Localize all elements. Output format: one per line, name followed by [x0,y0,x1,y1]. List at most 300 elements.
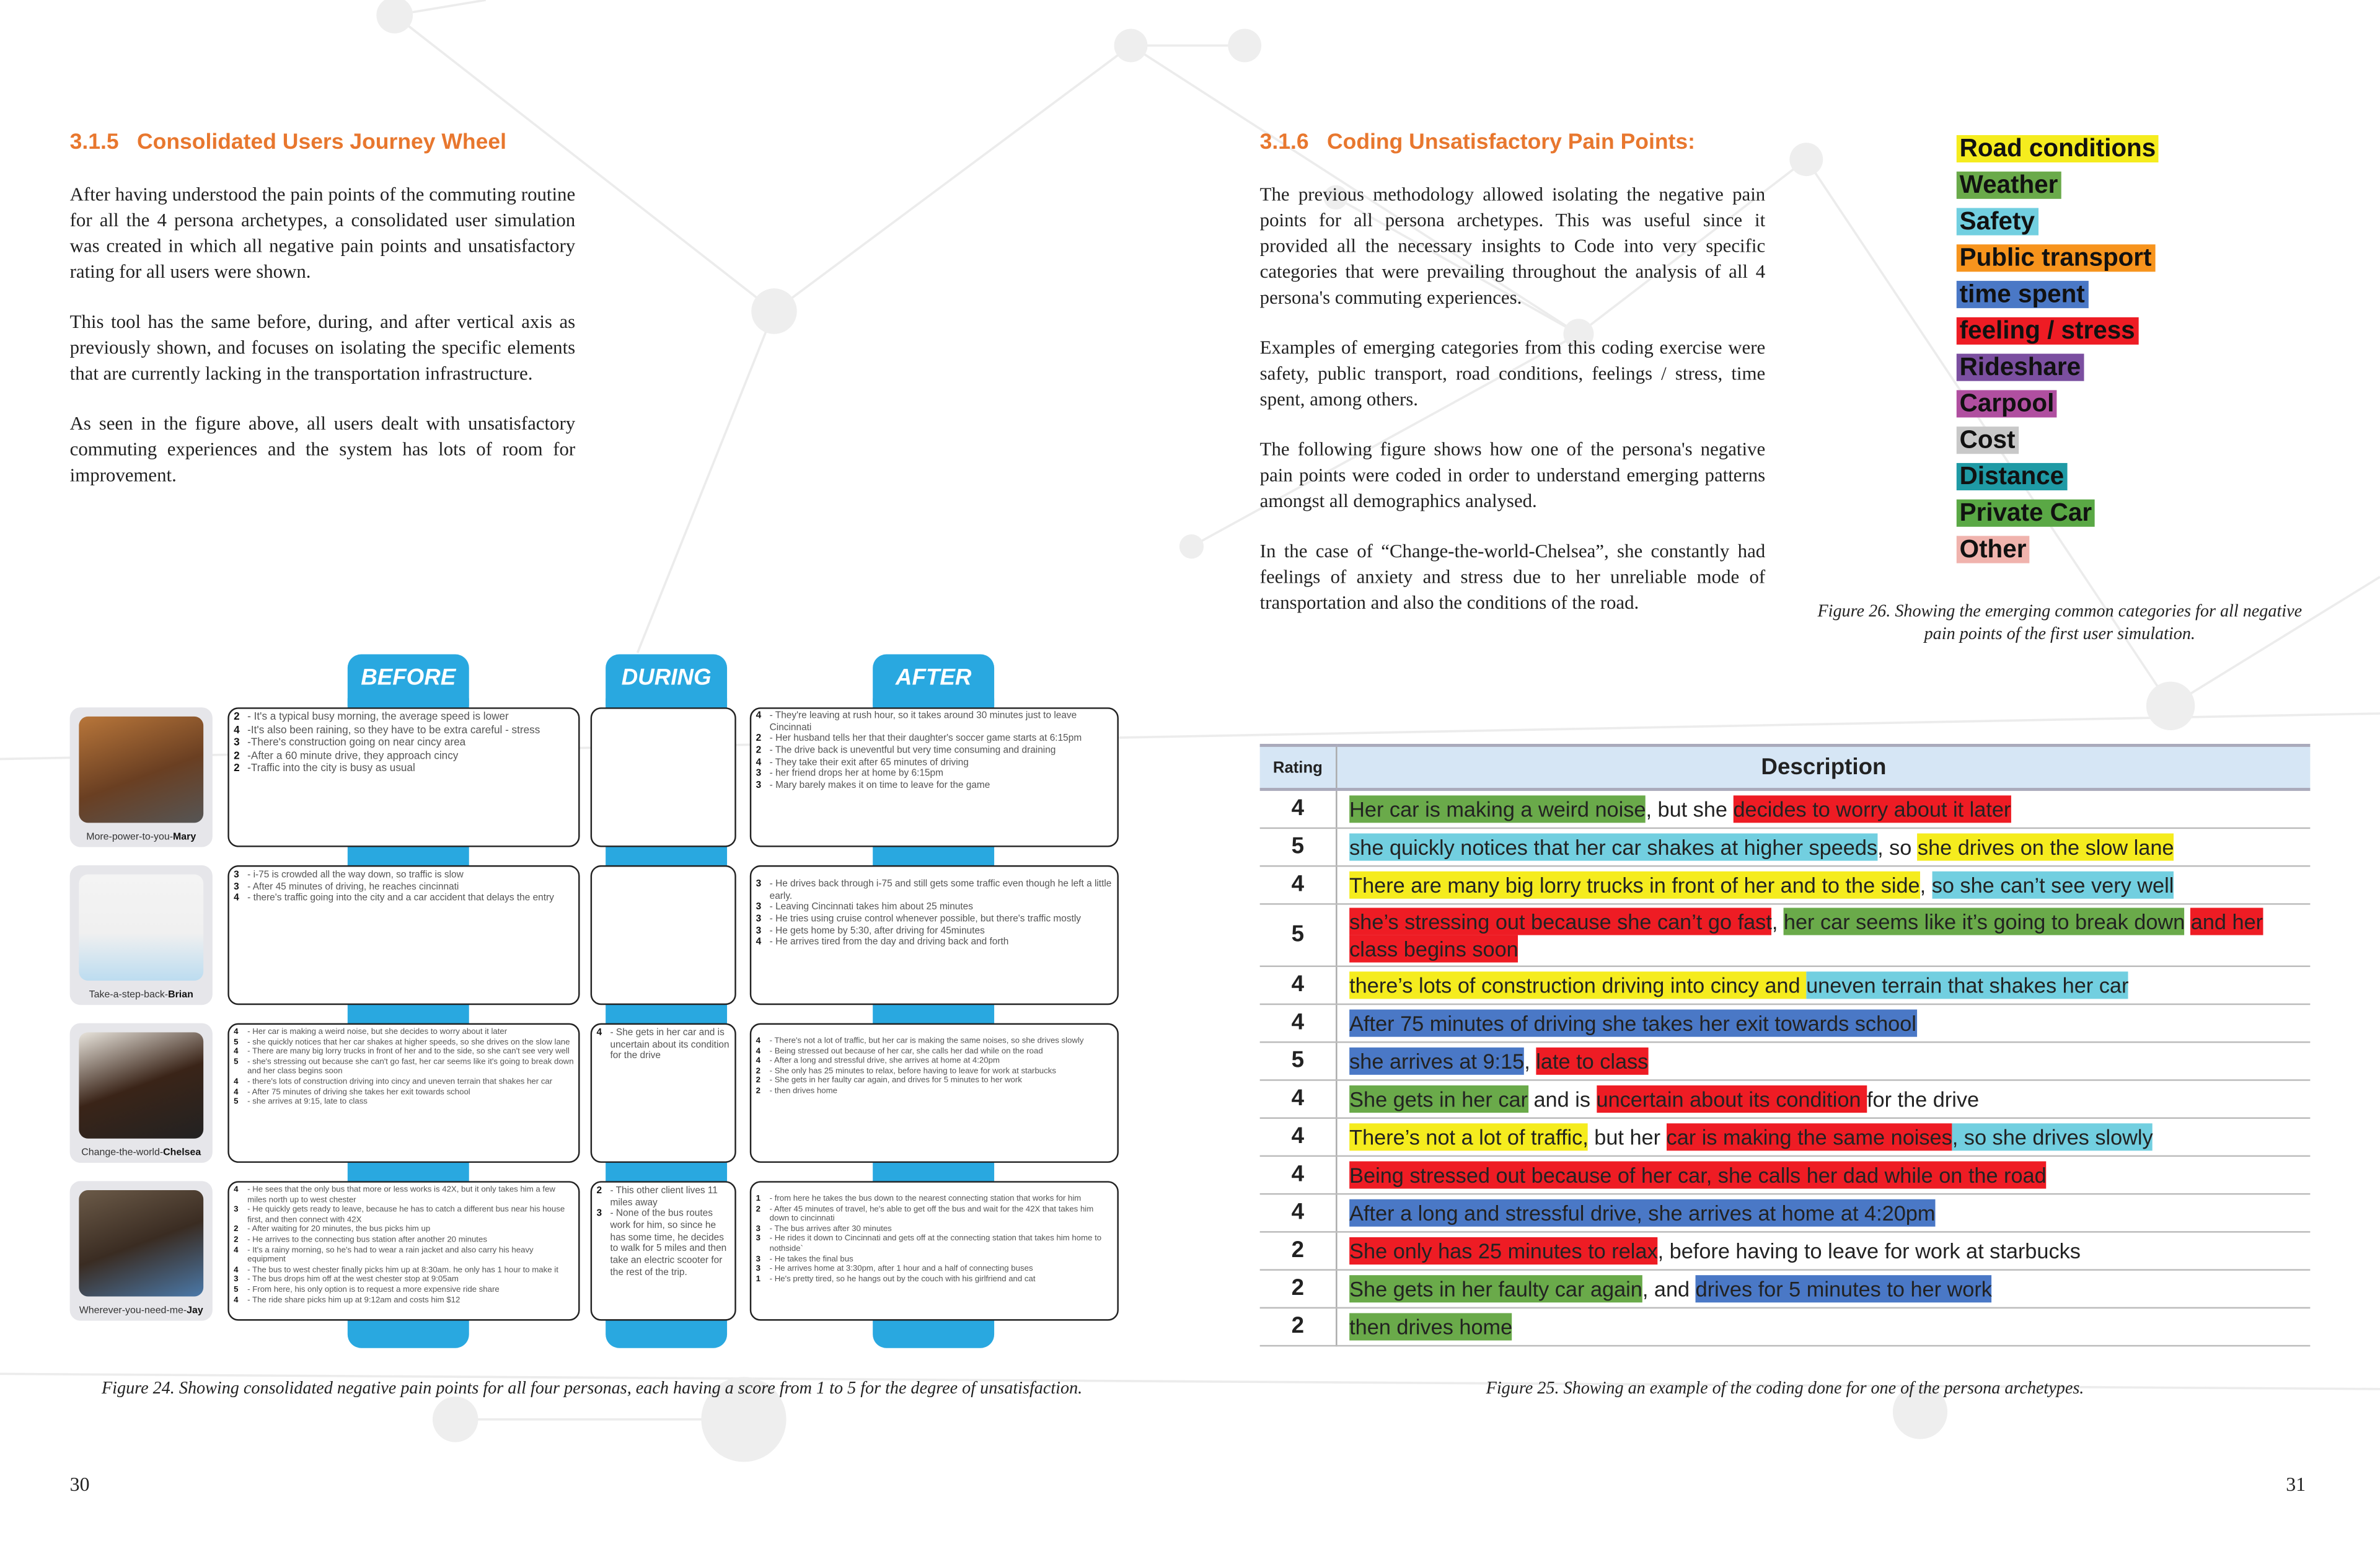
category-label: Private Car [1957,500,2095,527]
persona-name [70,832,213,842]
persona-card [70,1023,213,1163]
coded-segment: She gets in her faulty car again [1349,1275,1642,1302]
figure-26-caption: Figure 26. Showing the emerging common categories for all negative pain points of the first user simulation. [1817,603,2303,644]
description-cell [1336,1004,2310,1042]
legend-item [1957,352,2159,389]
rating-cell: 4 [1260,866,1337,904]
pain-point-entry [234,1028,574,1038]
pain-text: - her friend drops her at home by 6:15pm [769,769,943,780]
pain-text: - He arrives home at 3:30pm, after 1 hour and a half of connecting buses [769,1265,1033,1274]
pain-score: 3 [234,738,240,749]
description-cell [1336,866,2310,904]
pain-point-entry [756,925,1113,937]
category-label: Distance [1957,463,2067,490]
pain-point-entry [234,1186,574,1206]
text-segment: and is [1527,1087,1597,1111]
legend-item [1957,425,2159,462]
paragraph: The following figure shows how one of the persona's negative pain points were coded in order to understand emerging patterns amongst all demographics analysed. [1259,438,1766,512]
left-body-text [70,182,576,513]
pain-point-entry [234,1088,574,1098]
text-segment: , before having to leave for work at starbucks [1657,1239,2081,1263]
section-number: 3.1.5 [69,130,119,155]
legend-item [1957,243,2159,280]
pain-point-entry [234,1235,574,1245]
before-pain-points-box [227,1181,580,1320]
description-cell [1336,1194,2310,1232]
pain-score: 2 [234,751,240,762]
legend-item [1957,498,2159,534]
coded-segment: There are many big lorry trucks in front of her and to the side [1349,872,1919,899]
table-row [1260,1042,2311,1080]
column-header-rating: Rating [1260,745,1337,789]
coded-segment: uncertain about its condition [1597,1085,1867,1113]
description-cell [1336,1118,2310,1156]
pain-score: 3 [756,769,762,780]
pain-point-entry [234,870,574,881]
persona-first-name: Chelsea [163,1147,201,1159]
pain-point-entry [756,757,1113,769]
rating-cell: 5 [1260,1042,1337,1080]
pain-score: 3 [756,1224,760,1234]
pain-text: - Being stressed out because of her car, she calls her dad while on the road [769,1046,1043,1056]
persona-photo [79,1190,203,1296]
right-body-text [1260,182,1766,641]
coded-segment: She only has 25 minutes to relax [1349,1237,1657,1265]
coded-segment: uneven terrain that shakes her car [1806,971,2128,999]
paragraph: As seen in the figure above, all users dealt with unsatisfactory commuting experiences and the system has lots of room for improvement. [69,413,576,486]
pain-text: - He's pretty tired, so he hangs out by the couch with his girlfriend and cat [769,1274,1036,1284]
pain-text: - He gets home by 5:30, after driving for 45minutes [769,925,985,937]
pain-text: -There's construction going on near cincy area [247,738,466,749]
category-label: Safety [1957,208,2038,236]
rating-cell: 5 [1260,904,1337,966]
legend-item [1957,389,2159,425]
description-cell [1336,1042,2310,1080]
persona-prefix: Take-a-step-back- [89,989,169,1000]
pain-point-entry [756,734,1113,746]
pain-score: 4 [234,1048,239,1057]
table-row [1260,1118,2311,1156]
persona-prefix: Change-the-world- [81,1147,164,1159]
pain-text: - Leaving Cincinnati takes him about 25 minutes [769,902,973,913]
pain-score: 2 [756,1087,760,1097]
category-label: feeling / stress [1957,317,2138,345]
pain-text: - she's stressing out because she can't go fast, her car seems like it's going to break down and her class begins soon [247,1058,574,1077]
pain-point-entry [234,1098,574,1108]
description-cell [1336,828,2310,866]
pain-text: - He rides it down to Cincinnati and gets off at the connecting station that takes him home to nothside` [769,1234,1102,1254]
pain-point-entry [234,1078,574,1088]
pain-score: 5 [234,1038,239,1047]
category-label: Weather [1957,172,2061,199]
pain-score: 2 [596,1185,602,1196]
pain-score: 4 [234,725,240,736]
pain-point-entry [234,725,574,738]
pain-point-entry [234,1296,574,1305]
pain-score: 4 [234,1027,239,1037]
before-pain-points-box [227,707,580,847]
figure-24-caption: Figure 24. Showing consolidated negative pain points for all four personas, each having a score from 1 to 5 for the degree of unsatisfaction. [101,1380,1083,1398]
description-cell [1336,1270,2310,1308]
persona-name [70,1147,213,1158]
persona-card [70,707,213,847]
description-cell [1336,966,2310,1004]
rating-cell: 4 [1260,1004,1337,1042]
pain-text: - she quickly notices that her car shakes at higher speeds, so she drives on the slow lane [247,1038,570,1047]
pain-text: - from here he takes the bus down to the nearest connecting station that works for him [769,1194,1082,1204]
section-number: 3.1.6 [1259,130,1309,155]
pain-score: 4 [234,893,239,904]
pain-text: -After a 60 minute drive, they approach cincy [247,751,459,762]
pain-point-entry [234,1276,574,1286]
coded-segment: and her class begins soon [1349,908,2263,963]
pain-text: - The bus arrives after 30 minutes [769,1224,892,1234]
coded-segment: drives for 5 minutes to her work [1696,1275,1992,1302]
pain-score: 3 [756,902,762,913]
pain-score: 3 [234,870,239,881]
coded-segment: she drives on the slow lane [1918,834,2174,861]
coded-segment: She gets in her car [1349,1085,1528,1113]
pain-score: 2 [756,1077,760,1086]
table-row [1260,1270,2311,1308]
persona-first-name: Jay [187,1305,203,1317]
description-cell [1336,1232,2310,1269]
figure-25-caption: Figure 25. Showing an example of the coding done for one of the persona archetypes. [1486,1380,2084,1398]
text-segment: but her [1588,1124,1667,1149]
pain-point-entry [756,903,1113,914]
pain-text: - After 45 minutes of driving, he reaches cincinnati [247,881,459,893]
pain-text: -Traffic into the city is busy as usual [247,764,415,775]
table-row [1260,1080,2311,1118]
pain-score: 4 [234,1296,239,1305]
paragraph: The previous methodology allowed isolating the negative pain points for all persona archetypes. This was useful since it provided all the necessary insights to Code into very specific categories that were prevailing throughout the analysis of all 4 persona's commuting experiences. [1259,183,1766,309]
pain-score: 3 [756,878,762,890]
category-label: Carpool [1957,390,2057,417]
legend-item [1957,461,2159,498]
during-pain-points-box [591,1181,736,1320]
pain-text: - The bus to west chester finally picks him up at 8:30am. he only has 1 hour to make it [247,1265,558,1275]
category-label: Road conditions [1957,135,2159,162]
pain-text: - The bus drops him off at the west chester stop at 9:05am [247,1276,459,1285]
pain-text: - Her husband tells her that their daughter's soccer game starts at 6:15pm [769,733,1082,744]
pain-text: - This other client lives 11 miles away [610,1185,718,1208]
pain-text: - He quickly gets ready to leave, because he has to catch a different bus near his house first, and then connect with 42X [247,1205,565,1225]
pain-text: - Her car is making a weird noise, but she decides to worry about it later [247,1027,508,1037]
pain-score: 4 [234,1265,239,1275]
pain-text: - The drive back is uneventful but very time consuming and draining [769,745,1056,756]
text-segment: , so [1877,834,1918,860]
pain-score: 3 [234,1276,239,1285]
category-legend [1957,134,2159,571]
coded-segment: then drives home [1349,1313,1512,1340]
pain-point-entry [234,712,574,725]
table-row [1260,1004,2311,1042]
table-row [1260,1156,2311,1194]
pain-score: 3 [596,1209,602,1220]
pain-score: 2 [234,1235,239,1245]
pain-point-entry [234,738,574,751]
pain-point-entry [234,881,574,893]
pain-point-entry [756,1275,1113,1285]
text-segment: , [1771,909,1784,934]
coded-segment: she’s stressing out because she can’t go fast [1349,908,1772,935]
pain-text: - there's lots of construction driving into cincy and uneven terrain that shakes her car [247,1077,553,1087]
pain-text: - After a long and stressful drive, she arrives at home at 4:20pm [769,1056,1000,1066]
coded-segment: Being stressed out because of her car, she calls her dad while on the road [1349,1161,2047,1188]
pain-score: 4 [234,1077,239,1087]
coded-segment: After a long and stressful drive, she arrives at home at 4:20pm [1349,1199,1935,1227]
coded-segment: she quickly notices that her car shakes at higher speeds [1349,834,1877,861]
persona-first-name: Mary [173,832,196,843]
pain-score: 4 [756,937,762,948]
description-cell [1336,1080,2310,1118]
pain-point-entry [756,1057,1113,1067]
pain-score: 2 [756,1067,760,1076]
pain-point-entry [234,764,574,777]
phase-tab-during: DURING [606,655,727,706]
coded-segment: there’s lots of construction driving into cincy and [1349,971,1806,999]
legend-item [1957,534,2159,571]
table-row [1260,1232,2311,1269]
section-heading-3-1-5 [70,131,525,155]
pain-point-entry [756,1225,1113,1235]
persona-first-name: Brian [168,989,193,1000]
table-row [1260,966,2311,1004]
pain-score: 4 [234,1245,239,1255]
pain-score: 3 [756,780,762,792]
pain-text: - then drives home [769,1087,838,1097]
pain-point-entry [756,1077,1113,1087]
pain-point-entry [234,1266,574,1276]
pain-score: 2 [756,733,762,744]
section-title: Coding Unsatisfactory Pain Points: [1327,130,1695,155]
persona-name [70,1305,213,1316]
coded-segment: her car seems like it’s going to break down [1784,908,2185,935]
pain-text: - She only has 25 minutes to relax, before having to leave for work at starbucks [769,1067,1056,1076]
pain-text: - She gets in her car and is uncertain about its condition for the drive [610,1027,729,1062]
during-pain-points-box [591,865,736,1005]
pain-point-entry [756,780,1113,792]
pain-score: 2 [234,764,240,775]
pain-point-entry [756,1037,1113,1047]
pain-point-entry [234,893,574,905]
coded-segment: car is making the same noises [1667,1123,1952,1150]
coding-table [1260,744,2311,1346]
after-pain-points-box [750,707,1119,847]
pain-text: - There are many big lorry trucks in front of her and to the side, so she can't see very well [247,1048,570,1057]
category-label: Other [1957,536,2030,563]
section-title: Consolidated Users Journey Wheel [137,130,506,155]
text-segment: for the drive [1867,1087,1980,1111]
pain-point-entry [756,1087,1113,1097]
persona-name [70,990,213,1000]
pain-text: - He tries using cruise control whenever possible, but there's traffic mostly [769,914,1081,925]
pain-text: - He drives back through i-75 and still gets some traffic even though he left a little early. [769,878,1112,901]
category-label: Rideshare [1957,354,2084,381]
pain-text: - There's not a lot of traffic, but her car is making the same noises, so she drives slowly [769,1036,1084,1046]
pain-text: - She gets in her faulty car again, and drives for 5 minutes to her work [769,1077,1022,1086]
pain-point-entry [596,1028,730,1062]
pain-point-entry [756,1047,1113,1057]
pain-score: 1 [756,1194,760,1204]
table-row [1260,904,2311,966]
pain-point-entry [756,1194,1113,1204]
coded-segment: After 75 minutes of driving she takes her exit towards school [1349,1010,1916,1037]
persona-photo [79,1032,203,1138]
pain-score: 2 [756,1204,760,1214]
description-cell [1336,789,2310,828]
paragraph: This tool has the same before, during, and after vertical axis as previously shown, and focuses on isolating the specific elements that are currently lacking in the transportation infrastructure. [69,311,576,384]
section-heading-3-1-6 [1260,131,1714,155]
pain-score: 4 [596,1027,602,1039]
pain-text: - None of the bus routes work for him, so since he has some time, he decides to walk for 5 miles and then take an electric scooter for the rest of the trip. [610,1209,727,1278]
rating-cell: 2 [1260,1232,1337,1269]
table-row [1260,1308,2311,1346]
pain-text: - After 45 minutes of travel, he's able to get off the bus and wait for the 42X that takes him down to cincinnati [769,1204,1094,1224]
pain-score: 3 [756,925,762,937]
pain-point-entry [756,879,1113,903]
rating-cell: 2 [1260,1308,1337,1346]
table-row [1260,1194,2311,1232]
pain-point-entry [756,1235,1113,1255]
pain-score: 3 [756,1265,760,1274]
pain-point-entry [756,1205,1113,1225]
pain-text: - He sees that the only bus that more or less works is 42X, but it only takes him a few miles north up to west chester [247,1185,555,1205]
pain-point-entry [234,1286,574,1296]
table-row [1260,866,2311,904]
pain-point-entry [596,1186,730,1209]
pain-score: 3 [756,1255,760,1264]
page-number-right: 31 [2286,1472,2306,1496]
pain-score: 4 [756,1046,760,1056]
pain-point-entry [756,1067,1113,1077]
rating-cell: 4 [1260,966,1337,1004]
pain-point-entry [756,1265,1113,1274]
pain-point-entry [756,769,1113,780]
pain-text: - she arrives at 9:15, late to class [247,1098,368,1107]
paragraph: After having understood the pain points of the commuting routine for all the 4 persona archetypes, a consolidated user simulation was created in which all negative pain points and unsatisfactory rating for all users were shown. [69,183,576,283]
phase-tab-after: AFTER [873,655,994,706]
legend-item [1957,316,2159,352]
pain-point-entry [234,1058,574,1077]
pain-point-entry [234,1038,574,1048]
pain-text: - They take their exit after 65 minutes of driving [769,757,969,768]
during-pain-points-box [591,707,736,847]
pain-score: 2 [756,745,762,756]
legend-item [1957,280,2159,316]
text-segment: , [1919,873,1932,898]
pain-point-entry [756,937,1113,949]
pain-point-entry [234,1246,574,1266]
pain-text: - From here, his only option is to request a more expensive ride share [247,1286,500,1295]
rating-cell: 4 [1260,1194,1337,1232]
legend-item [1957,170,2159,206]
pain-score: 3 [234,1205,239,1215]
pain-score: 4 [756,1036,760,1046]
pain-point-entry [756,745,1113,757]
pain-text: -It's also been raining, so they have to be extra careful - stress [247,725,540,736]
rating-cell: 4 [1260,1156,1337,1194]
persona-photo [79,717,203,823]
phase-tab-before: BEFORE [348,655,469,706]
pain-point-entry [756,1255,1113,1265]
pain-score: 3 [234,881,239,893]
persona-card [70,1181,213,1320]
table-row [1260,828,2311,866]
pain-score: 1 [756,1274,760,1284]
pain-score: 4 [756,710,762,722]
pain-score: 5 [234,1058,239,1067]
pain-text: - i-75 is crowded all the way down, so traffic is slow [247,870,464,881]
legend-item [1957,206,2159,243]
description-cell [1336,904,2310,966]
persona-prefix: Wherever-you-need-me- [79,1305,187,1317]
coded-segment: Her car is making a weird noise [1349,795,1646,823]
pain-score: 3 [756,1234,760,1244]
pain-score: 4 [756,757,762,768]
coded-segment: decides to worry about it later [1733,795,2011,823]
pain-text: - Mary barely makes it on time to leave for the game [769,780,990,792]
pain-text: - The ride share picks him up at 9:12am and costs him $12 [247,1296,461,1305]
page-number-left: 30 [69,1472,90,1496]
pain-score: 2 [234,712,240,723]
persona-prefix: More-power-to-you- [86,832,174,843]
pain-text: - They're leaving at rush hour, so it takes around 30 minutes just to leave Cincinnati [769,710,1077,733]
rating-cell: 4 [1260,789,1337,828]
rating-cell: 2 [1260,1270,1337,1308]
coded-segment: There’s not a lot of traffic, [1349,1123,1589,1150]
after-pain-points-box [750,1181,1119,1320]
before-pain-points-box [227,865,580,1005]
after-pain-points-box [750,1023,1119,1163]
rating-cell: 4 [1260,1080,1337,1118]
persona-photo [79,875,203,981]
paragraph: In the case of “Change-the-world-Chelsea”, she constantly had feelings of anxiety and stress due to her unreliable mode of transportation and also the conditions of the road. [1259,540,1766,614]
pain-point-entry [756,710,1113,734]
category-label: Cost [1957,426,2019,454]
after-pain-points-box [750,865,1119,1005]
pain-text: - After 75 minutes of driving she takes her exit towards school [247,1087,470,1097]
pain-point-entry [596,1209,730,1279]
legend-item [1957,134,2159,170]
pain-text: - He takes the final bus [769,1255,853,1264]
pain-text: - It's a rainy morning, so he's had to wear a rain jacket and also carry his heavy equipment [247,1245,534,1265]
coded-segment: late to class [1536,1048,1648,1075]
table-row [1260,789,2311,828]
pain-text: - It's a typical busy morning, the average speed is lower [247,712,509,723]
pain-text: - He arrives tired from the day and driving back and forth [769,937,1009,948]
persona-card [70,865,213,1005]
column-header-description: Description [1336,745,2310,789]
coded-segment: , so she drives slowly [1952,1123,2153,1150]
rating-cell: 4 [1260,1118,1337,1156]
pain-point-entry [234,1225,574,1235]
coded-segment: so she can’t see very well [1932,872,2174,899]
text-segment: , [1524,1049,1536,1074]
category-label: time spent [1957,281,2088,308]
description-cell [1336,1156,2310,1194]
pain-text: - there's traffic going into the city and a car accident that delays the entry [247,893,554,904]
text-segment: , but she [1646,797,1734,821]
pain-text: - After waiting for 20 minutes, the bus picks him up [247,1225,431,1235]
text-segment: , and [1642,1276,1696,1301]
pain-score: 4 [234,1185,239,1195]
pain-point-entry [234,1048,574,1058]
pain-score: 5 [234,1098,239,1107]
category-label: Public transport [1957,244,2155,272]
before-pain-points-box [227,1023,580,1163]
pain-score: 5 [234,1286,239,1295]
